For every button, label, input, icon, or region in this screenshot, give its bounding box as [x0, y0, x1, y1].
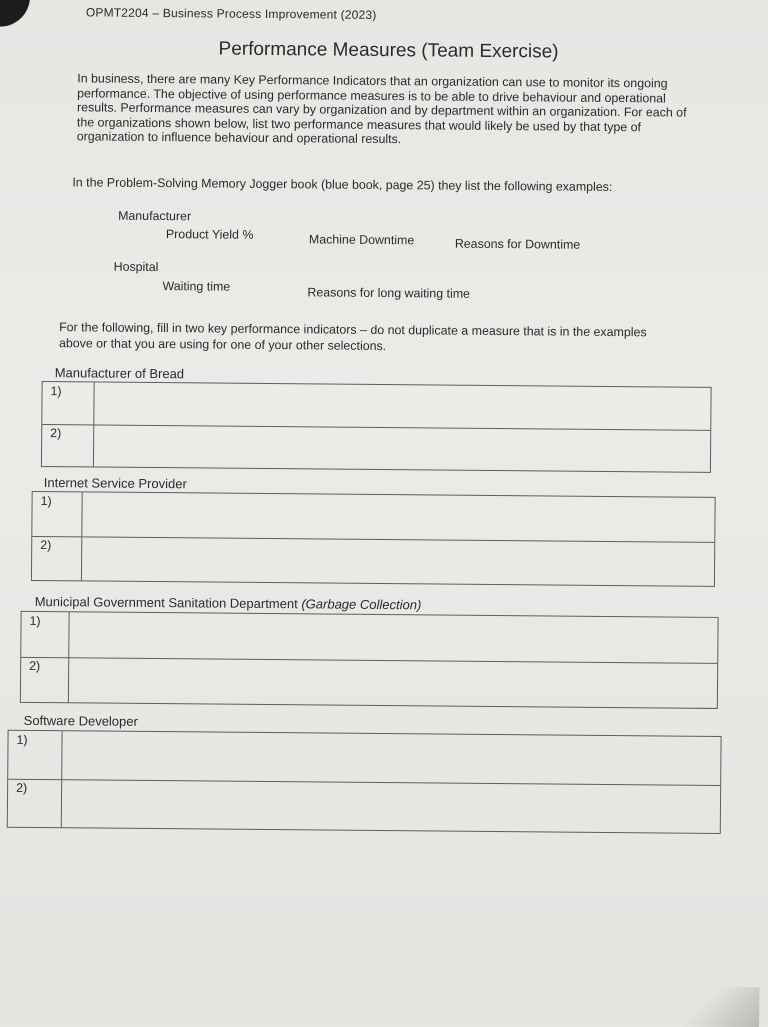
row-number: 1) [21, 612, 69, 657]
answer-table-sanitation [20, 611, 719, 709]
section-label-isp: Internet Service Provider [43, 475, 187, 492]
example-measure: Waiting time [162, 279, 231, 294]
fill-instructions: For the following, fill in two key performance indicators – do not duplicate a measure that is in the examples above or that you are using for one of your other selections. [58, 320, 647, 353]
section-label-main: Municipal Government Sanitation Department [34, 593, 298, 612]
answer-row [42, 382, 710, 431]
answer-cell[interactable] [69, 657, 717, 708]
section-label-bread: Manufacturer of Bread [54, 365, 185, 382]
answer-row [8, 779, 720, 833]
section-label-sanitation [35, 594, 422, 612]
page-title: Performance Measures (Team Exercise) [218, 38, 559, 63]
intro-paragraph: In business, there are many Key Performance Indicators that an organization can use to monitor its ongoing performance. The objective of using performance measures is to be able to drive behaviour and operational results. Performance measures can vary by organization and by department within an organization. For each of the organizations shown below, list two performance measures that would likely be used by that type of organization to influence behaviour and operational results. [76, 71, 687, 147]
answer-cell[interactable] [62, 731, 720, 785]
example-measure: Reasons for Downtime [454, 236, 581, 252]
answer-cell[interactable] [94, 382, 710, 429]
answer-cell[interactable] [82, 492, 714, 542]
answer-row [8, 731, 720, 786]
example-measure: Reasons for long waiting time [307, 285, 471, 301]
example-measure: Machine Downtime [308, 232, 415, 248]
answer-cell[interactable] [82, 536, 714, 586]
course-header: OPMT2204 – Business Process Improvement (2023) [85, 5, 377, 22]
row-number: 2) [21, 657, 69, 702]
answer-table-isp [31, 491, 716, 587]
answer-cell[interactable] [62, 779, 720, 833]
row-number: 1) [32, 492, 82, 536]
section-label-italic: (Garbage Collection) [301, 596, 422, 613]
answer-row [21, 657, 717, 708]
corner-shadow [0, 0, 30, 27]
answer-row [32, 492, 714, 543]
section-label-software: Software Developer [23, 712, 138, 729]
answer-cell[interactable] [94, 424, 710, 471]
row-number: 1) [8, 731, 62, 779]
answer-cell[interactable] [69, 612, 717, 663]
example-org-manufacturer: Manufacturer [118, 208, 192, 224]
bottom-shadow [639, 986, 759, 1027]
row-number: 2) [8, 779, 62, 827]
example-measure: Product Yield % [165, 227, 254, 242]
example-org-hospital: Hospital [113, 259, 159, 275]
answer-row [32, 536, 714, 586]
row-number: 2) [32, 536, 82, 580]
answer-table-bread [41, 381, 712, 473]
answer-table-software [7, 730, 722, 834]
row-number: 1) [42, 382, 94, 424]
answer-row [42, 424, 710, 472]
answer-row [21, 612, 717, 664]
examples-lead: In the Problem-Solving Memory Jogger book (blue book, page 25) they list the following examples: [72, 175, 613, 194]
row-number: 2) [42, 424, 94, 466]
